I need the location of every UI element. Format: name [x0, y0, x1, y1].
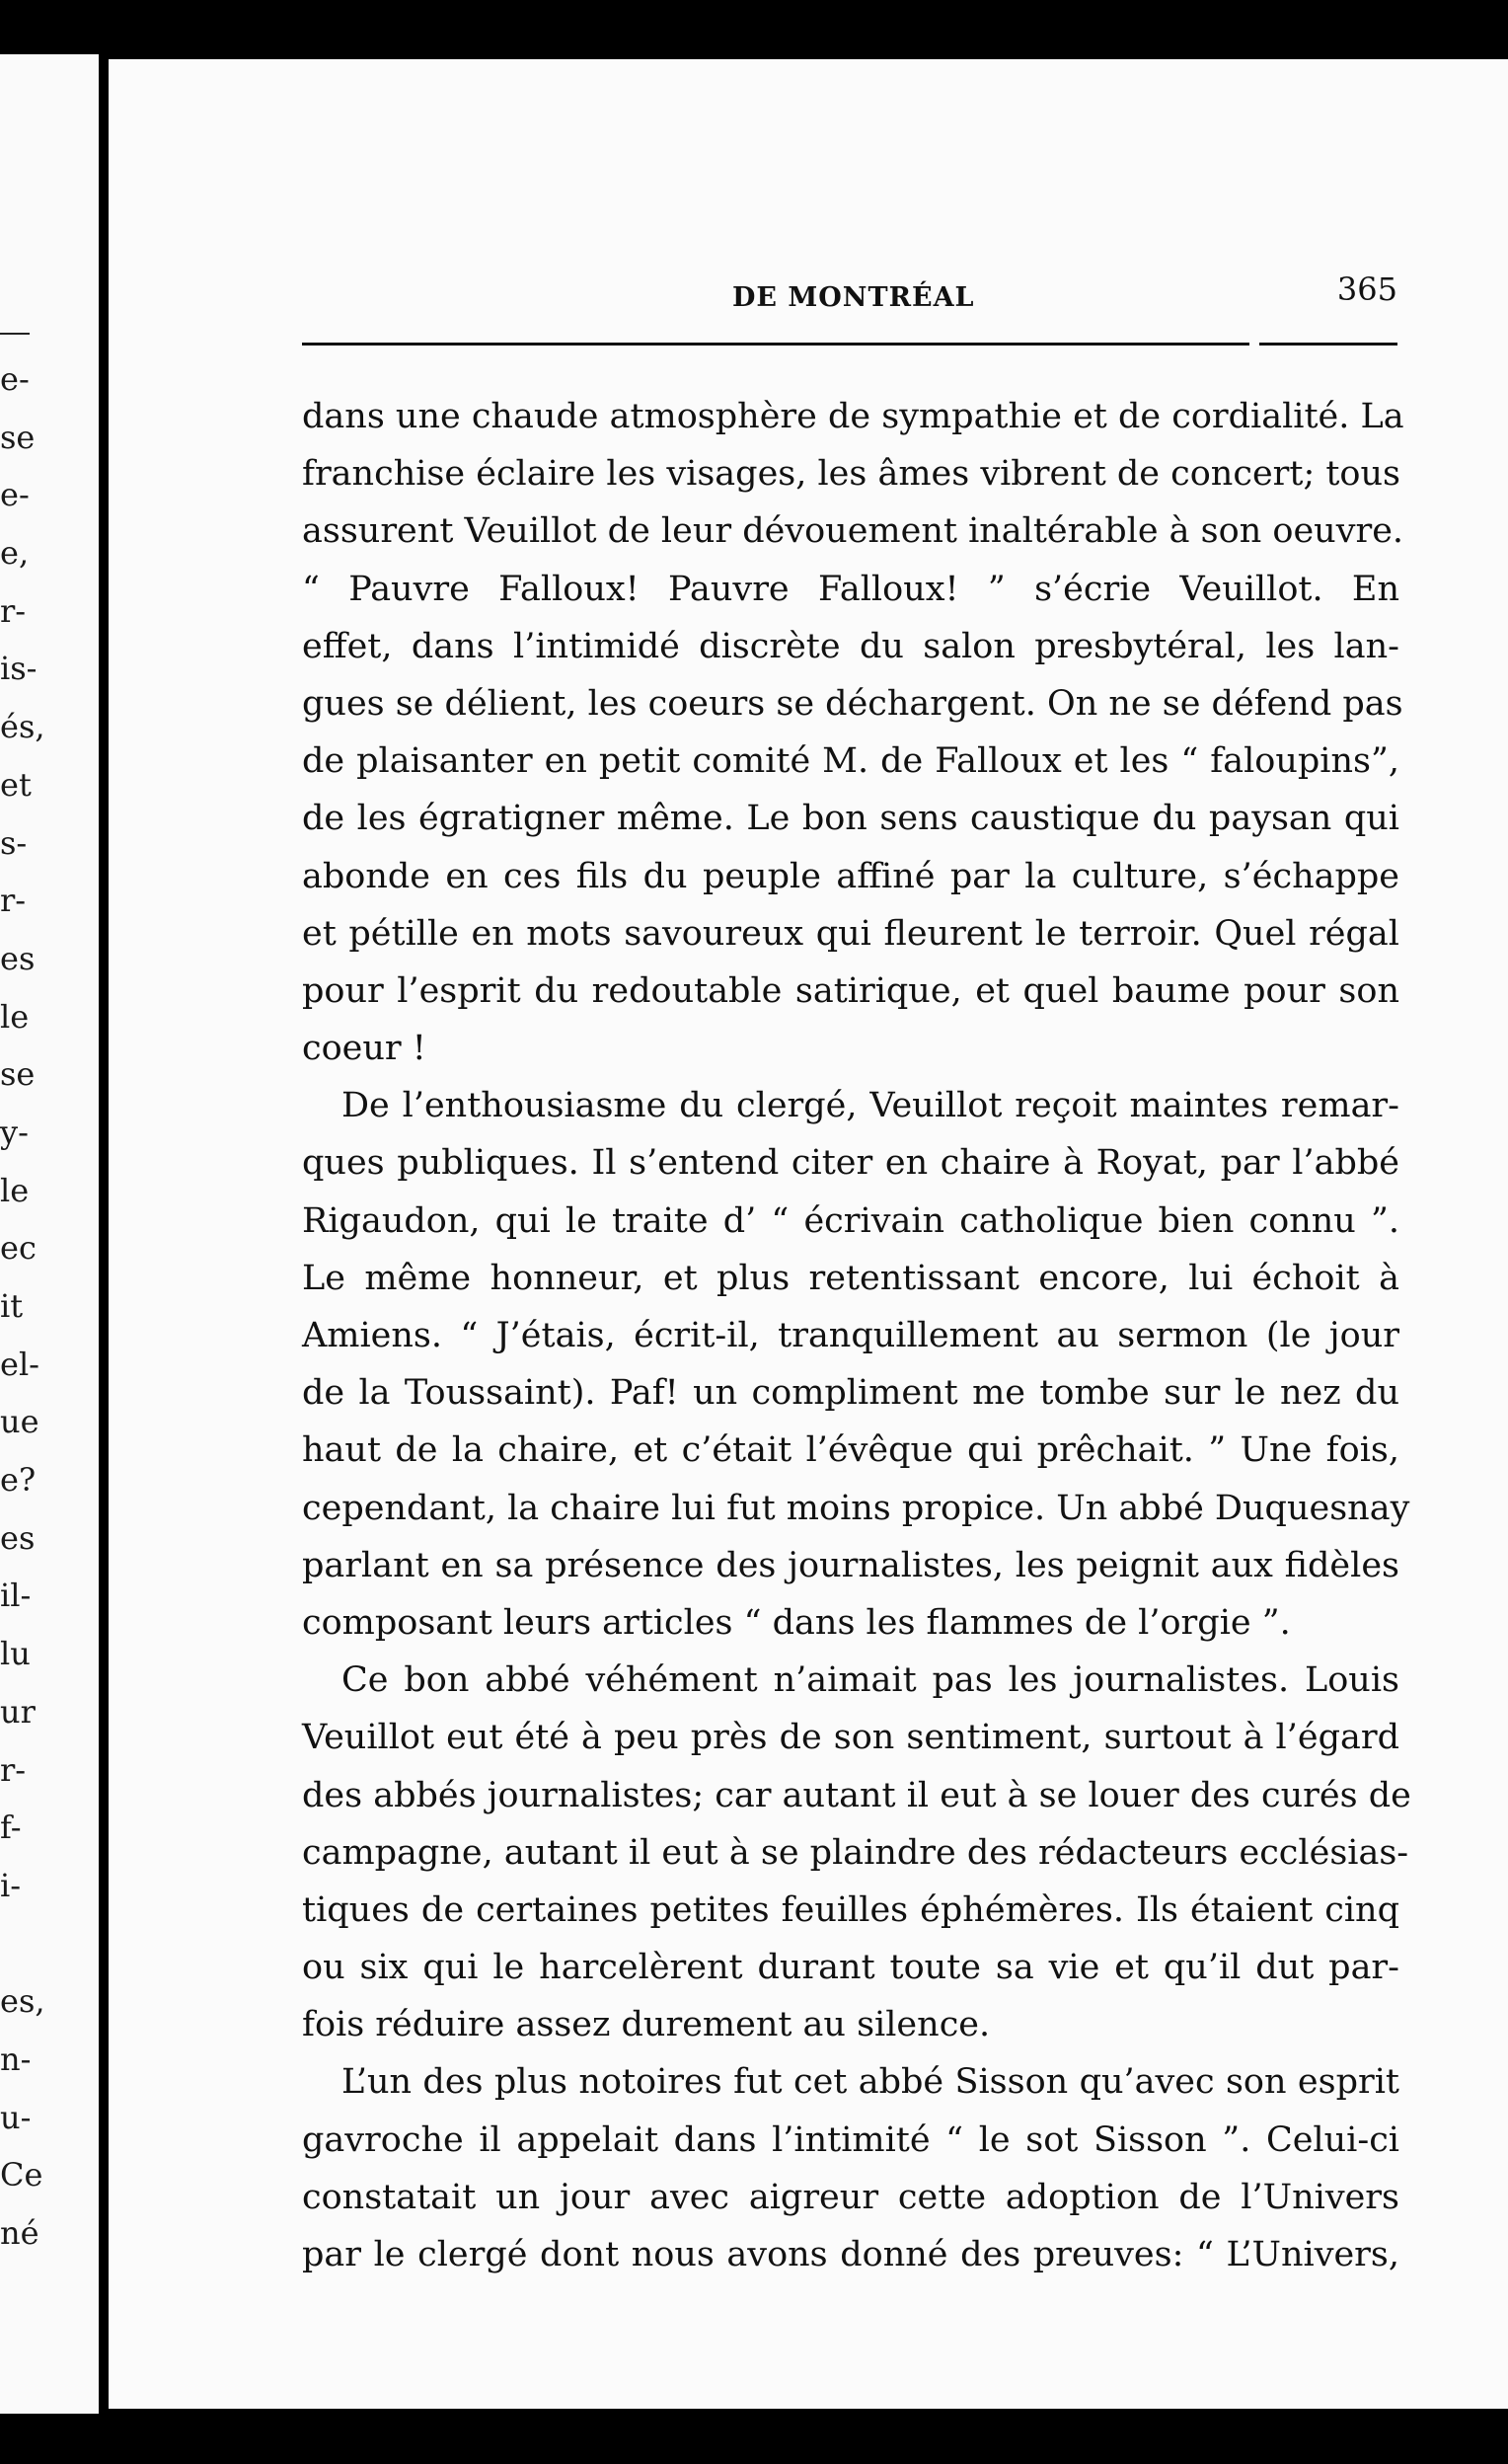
text-line: Amiens. “ J’étais, écrit-il, tranquillement au sermon (le jour — [302, 1316, 1399, 1355]
fragment: le — [0, 1171, 30, 1209]
fragment: f- — [0, 1809, 22, 1847]
text-line: et pétille en mots savoureux qui fleurent le terroir. Quel régal — [302, 913, 1399, 954]
fragment: s- — [0, 823, 28, 862]
fragment: u- — [0, 2098, 32, 2136]
fragment: se — [0, 418, 36, 456]
text-line: cependant, la chaire lui fut moins propice. Un abbé Duquesnay — [302, 1488, 1410, 1528]
fragment: e- — [0, 476, 30, 514]
text-line: effet, dans l’intimidé discrète du salon presbytéral, les lan- — [302, 626, 1399, 666]
fragment: Ce — [0, 2156, 43, 2194]
text-line: par le clergé dont nous avons donné des preuves: “ L’Univers, — [302, 2235, 1399, 2274]
header-rule — [302, 343, 1397, 346]
fragment: is- — [0, 650, 38, 688]
text-line: tiques de certaines petites feuilles éphémères. Ils étaient cinq — [302, 1889, 1399, 1930]
text-line: ou six qui le harcelèrent durant toute sa vie et qu’il dut par- — [302, 1948, 1399, 1988]
fragment: it — [0, 1287, 24, 1325]
fragment: és, — [0, 708, 45, 746]
fragment: y- — [0, 1113, 29, 1151]
fragment: et — [0, 765, 32, 804]
text-line: fois réduire assez durement au silence. — [302, 2005, 991, 2045]
page-number: 365 — [1336, 270, 1397, 308]
fragment: e, — [0, 534, 30, 573]
fragment: el- — [0, 1345, 39, 1383]
text-line: parlant en sa présence des journalistes, les peignit aux fidèles — [302, 1545, 1399, 1585]
fragment: e? — [0, 1461, 37, 1500]
text-line: De l’enthousiasme du clergé, Veuillot reçoit maintes remar- — [341, 1086, 1399, 1126]
fragment: se — [0, 1055, 36, 1094]
fragment: le — [0, 997, 30, 1036]
text-line: de la Toussaint). Paf! un compliment me tombe sur le nez du — [302, 1373, 1399, 1414]
text-line: campagne, autant il eut à se plaindre des rédacteurs ecclésias- — [302, 1832, 1409, 1873]
fragment: es — [0, 939, 36, 977]
fragment: r- — [0, 1750, 27, 1789]
text-line: constatait un jour avec aigreur cette adoption de l’Univers — [302, 2177, 1399, 2217]
running-title: DE MONTRÉAL — [732, 282, 975, 313]
text-line: assurent Veuillot de leur dévouement inaltérable à son oeuvre. — [302, 511, 1404, 552]
text-line: pour l’esprit du redoutable satirique, et quel baume pour son — [302, 970, 1399, 1011]
facing-page-fragments — [0, 350, 45, 2263]
text-line: de les égratigner même. Le bon sens caustique du paysan qui — [302, 799, 1399, 839]
text-line: de plaisanter en petit comité M. de Falloux et les “ faloupins”, — [302, 741, 1399, 782]
text-line: “ Pauvre Falloux! Pauvre Falloux! ” s’écrie Veuillot. En — [302, 569, 1399, 609]
text-line: Ce bon abbé véhément n’aimait pas les journalistes. Louis — [341, 1660, 1399, 1701]
text-line: L’un des plus notoires fut cet abbé Sisson qu’avec son esprit — [341, 2062, 1399, 2103]
fragment: lu — [0, 1635, 31, 1673]
text-line: dans une chaude atmosphère de sympathie et de cordialité. La — [302, 397, 1404, 436]
text-line: Le même honneur, et plus retentissant encore, lui échoit à — [302, 1258, 1399, 1298]
fragment: il- — [0, 1577, 32, 1615]
fragment: né — [0, 2214, 39, 2252]
text-line: gavroche il appelait dans l’intimité “ le sot Sisson ”. Celui-ci — [302, 2119, 1399, 2160]
fragment: i- — [0, 1866, 22, 1904]
fragment: ec — [0, 1229, 37, 1268]
book-page — [109, 59, 1508, 2409]
fragment — [0, 1915, 38, 1973]
facing-page-rule — [0, 333, 30, 335]
fragment: n- — [0, 2040, 32, 2078]
text-line: ques publiques. Il s’entend citer en chaire à Royat, par l’abbé — [302, 1143, 1399, 1184]
fragment: es — [0, 1518, 36, 1557]
text-line: composant leurs articles “ dans les flammes de l’orgie ”. — [302, 1602, 1291, 1643]
page-header — [302, 265, 1397, 324]
fragment: r- — [0, 591, 27, 630]
text-line: des abbés journalistes; car autant il eut à se louer des curés de — [302, 1775, 1411, 1815]
fragment: r- — [0, 882, 27, 920]
body-text — [302, 388, 1411, 2283]
text-line: gues se délient, les coeurs se déchargent. On ne se défend pas — [302, 683, 1403, 724]
fragment: es, — [0, 1982, 45, 2021]
header-rule-gap — [1249, 339, 1259, 348]
facing-page-edge — [0, 54, 99, 2414]
text-line: haut de la chaire, et c’était l’évêque qui prêchait. ” Une fois, — [302, 1430, 1399, 1471]
text-line: Rigaudon, qui le traite d’ “ écrivain catholique bien connu ”. — [302, 1200, 1399, 1241]
text-line: franchise éclaire les visages, les âmes vibrent de concert; tous — [302, 454, 1401, 495]
fragment: ue — [0, 1403, 39, 1441]
text-line: coeur ! — [302, 1029, 426, 1069]
fragment: e- — [0, 360, 30, 398]
text-line: Veuillot eut été à peu près de son sentiment, surtout à l’égard — [302, 1718, 1399, 1758]
fragment: ur — [0, 1692, 36, 1731]
text-line: abonde en ces fils du peuple affiné par la culture, s’échappe — [302, 856, 1399, 896]
